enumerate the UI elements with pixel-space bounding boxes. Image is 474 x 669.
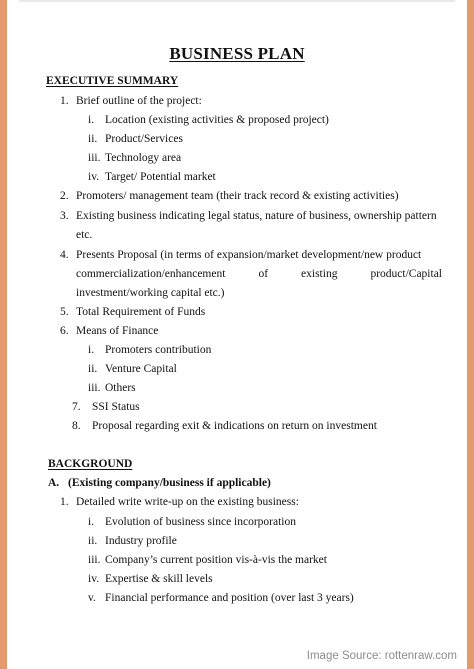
right-frame-border <box>467 0 474 669</box>
sub-item-text: Others <box>105 382 136 394</box>
sub-item-number: iv. <box>88 573 100 585</box>
image-source-caption: Image Source: rottenraw.com <box>306 650 457 662</box>
list-item-number: 8. <box>72 420 81 432</box>
list-item-number: 2. <box>60 190 69 202</box>
word: existing <box>301 268 338 280</box>
sub-item-number: ii. <box>88 133 98 145</box>
sub-item-text: Technology area <box>105 152 182 164</box>
sub-item-number: iv. <box>88 171 100 183</box>
page-top-edge <box>19 0 455 2</box>
list-item-number: 1. <box>60 95 69 107</box>
sub-item-text: Industry profile <box>105 535 177 547</box>
list-item-text: Presents Proposal (in terms of expansion/market development/new product <box>76 249 422 261</box>
sub-item-number: i. <box>88 344 95 356</box>
subsection-label: A. <box>48 477 60 489</box>
list-item-number: 7. <box>72 401 81 413</box>
list-item-text: Total Requirement of Funds <box>76 306 206 318</box>
list-item-text: Means of Finance <box>76 325 159 337</box>
word: commercialization/enhancement <box>76 268 226 280</box>
list-item-text: SSI Status <box>92 401 140 413</box>
list-item-continuation: investment/working capital etc.) <box>76 287 225 299</box>
sub-item-text: Evolution of business since incorporation <box>105 516 296 528</box>
sub-item-number: iii. <box>88 152 101 164</box>
page-title: BUSINESS PLAN <box>169 44 305 63</box>
sub-item-text: Target/ Potential market <box>105 171 216 183</box>
sub-item-number: i. <box>88 114 95 126</box>
sub-item-number: i. <box>88 516 95 528</box>
sub-item-text: Venture Capital <box>105 363 177 375</box>
list-item-number: 1. <box>60 496 69 508</box>
list-item-text: Detailed write write-up on the existing business: <box>76 496 299 508</box>
sub-item-text: Company’s current position vis-à-vis the market <box>105 554 327 566</box>
word: of <box>258 268 269 280</box>
left-frame-border <box>0 0 7 669</box>
list-item-number: 4. <box>60 249 69 261</box>
list-item-number: 6. <box>60 325 69 337</box>
list-item-text: Brief outline of the project: <box>76 95 202 107</box>
sub-item-number: v. <box>88 592 96 604</box>
list-item-continuation: etc. <box>76 229 93 241</box>
sub-item-number: iii. <box>88 554 101 566</box>
list-item-text: Promoters/ management team (their track record & existing activities) <box>76 190 399 202</box>
sub-item-text: Location (existing activities & proposed project) <box>105 114 329 126</box>
background-heading: BACKGROUND <box>48 458 133 470</box>
justified-line <box>76 267 442 281</box>
sub-item-text: Financial performance and position (over last 3 years) <box>105 592 354 604</box>
document-page <box>7 0 467 669</box>
executive-summary-heading: EXECUTIVE SUMMARY <box>46 75 179 87</box>
sub-item-number: ii. <box>88 363 98 375</box>
list-item-number: 5. <box>60 306 69 318</box>
sub-item-text: Product/Services <box>105 133 183 145</box>
subsection-title: (Existing company/business if applicable) <box>68 477 271 489</box>
sub-item-text: Expertise & skill levels <box>105 573 213 585</box>
sub-item-text: Promoters contribution <box>105 344 212 356</box>
list-item-text: Existing business indicating legal status, nature of business, ownership pattern <box>76 210 437 222</box>
list-item-text: Proposal regarding exit & indications on return on investment <box>92 420 377 432</box>
sub-item-number: ii. <box>88 535 98 547</box>
sub-item-number: iii. <box>88 382 101 394</box>
list-item-number: 3. <box>60 210 69 222</box>
word: product/Capital <box>370 268 442 280</box>
